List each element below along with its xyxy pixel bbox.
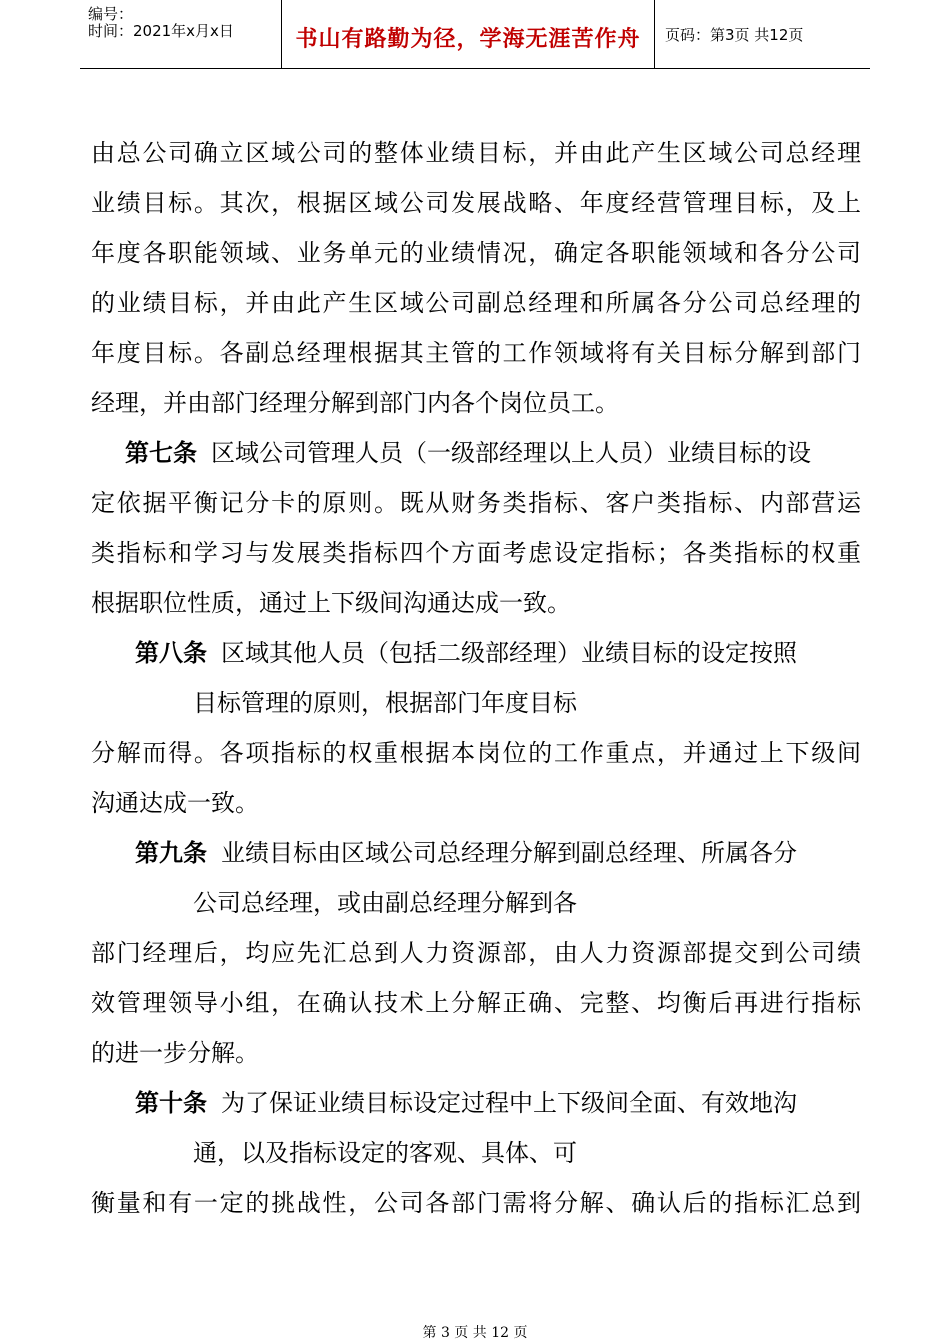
article-8-second-line: 目标管理的原则，根据部门年度目标 <box>193 689 577 717</box>
motto: 书山有路勤为径，学海无涯苦作舟 <box>295 27 641 52</box>
article-7-line: 类指标和学习与发展类指标四个方面考虑设定指标；各类指标的权重 <box>91 539 861 567</box>
article-10-first-line <box>91 1078 861 1128</box>
article-8-first-line <box>91 628 861 678</box>
number-label: 编号： <box>88 5 134 23</box>
article-9-title: 第九条 <box>135 839 207 867</box>
header-meta-cell <box>80 0 282 68</box>
article-9-line: 效管理领导小组，在确认技术上分解正确、完整、均衡后再进行指标 <box>91 989 861 1017</box>
article-7-title: 第七条 <box>125 439 197 467</box>
body-line: 经理，并由部门经理分解到部门内各个岗位员工。 <box>91 389 619 417</box>
body-line: 由总公司确立区域公司的整体业绩目标，并由此产生区域公司总经理 <box>91 139 861 167</box>
article-9-second-line: 公司总经理，或由副总经理分解到各 <box>193 889 577 917</box>
article-7-line: 定依据平衡记分卡的原则。既从财务类指标、客户类指标、内部营运 <box>91 489 861 517</box>
article-10-title: 第十条 <box>135 1089 207 1117</box>
article-9-text: 业绩目标由区域公司总经理分解到副总经理、所属各分 <box>221 839 797 867</box>
document-body <box>91 128 861 1228</box>
body-line: 年度各职能领域、业务单元的业绩情况，确定各职能领域和各分公司 <box>91 239 861 267</box>
article-10-second-line: 通，以及指标设定的客观、具体、可 <box>193 1139 577 1167</box>
body-line: 年度目标。各副总经理根据其主管的工作领域将有关目标分解到部门 <box>91 339 861 367</box>
header-page-cell <box>655 0 870 68</box>
page-footer: 第 3 页 共 12 页 <box>422 1325 528 1341</box>
article-7-first-line <box>91 428 861 478</box>
article-7-text: 区域公司管理人员（一级部经理以上人员）业绩目标的设 <box>211 439 811 467</box>
body-line: 的业绩目标，并由此产生区域公司副总经理和所属各分公司总经理的 <box>91 289 861 317</box>
article-10-line: 衡量和有一定的挑战性，公司各部门需将分解、确认后的指标汇总到 <box>91 1189 861 1217</box>
page-header <box>80 0 870 69</box>
article-9-first-line <box>91 828 861 878</box>
article-8-text: 区域其他人员（包括二级部经理）业绩目标的设定按照 <box>221 639 797 667</box>
time-label: 时间：2021年x月x日 <box>88 22 234 40</box>
article-9-line: 部门经理后，均应先汇总到人力资源部，由人力资源部提交到公司绩 <box>91 939 861 967</box>
body-line: 业绩目标。其次，根据区域公司发展战略、年度经营管理目标，及上 <box>91 189 861 217</box>
article-8-line: 分解而得。各项指标的权重根据本岗位的工作重点，并通过上下级间 <box>91 739 861 767</box>
page-info: 页码：第3页 共12页 <box>665 26 804 44</box>
article-7-line: 根据职位性质，通过上下级间沟通达成一致。 <box>91 589 571 617</box>
article-8-title: 第八条 <box>135 639 207 667</box>
article-10-text: 为了保证业绩目标设定过程中上下级间全面、有效地沟 <box>221 1089 797 1117</box>
header-motto-cell <box>282 0 655 68</box>
article-9-line: 的进一步分解。 <box>91 1039 259 1067</box>
article-8-line: 沟通达成一致。 <box>91 789 259 817</box>
